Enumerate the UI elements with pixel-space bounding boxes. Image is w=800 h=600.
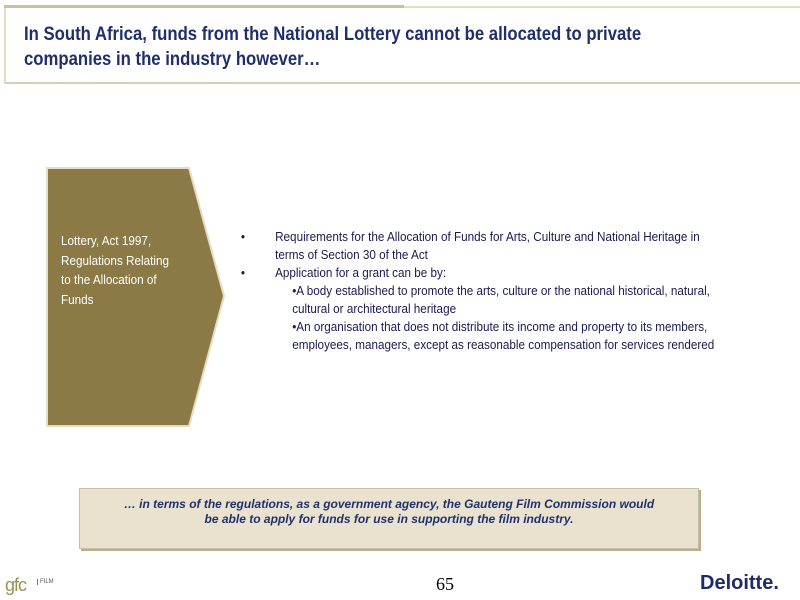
page-number: 65 bbox=[436, 574, 454, 594]
sub-bullet-2-line-1: •An organisation that does not distribute its income and property to its members, bbox=[292, 319, 708, 334]
gfc-logo-text: gfc bbox=[5, 575, 27, 595]
conclusion-line-1: … in terms of the regulations, as a government agency, the Gauteng Film Commission would bbox=[123, 497, 655, 511]
bullet-2-line: • Application for a grant can be by: bbox=[275, 265, 447, 280]
sub-bullet-organisation bbox=[240, 318, 726, 354]
sub-bullet-body bbox=[240, 282, 726, 318]
arrow-line-2: Regulations Relating bbox=[61, 252, 169, 268]
conclusion-box bbox=[79, 488, 699, 549]
bullet-requirements bbox=[240, 228, 726, 264]
deloitte-logo-text: Deloitte bbox=[700, 572, 774, 594]
arrow-line-1: Lottery, Act 1997, bbox=[61, 233, 152, 248]
title-line-1: In South Africa, funds from the National Lottery cannot be allocated to private bbox=[24, 24, 642, 45]
conclusion-text bbox=[80, 497, 698, 527]
deloitte-logo bbox=[700, 572, 779, 595]
bullet-application bbox=[240, 264, 726, 282]
deloitte-logo-dot: . bbox=[773, 572, 779, 594]
bullet-list bbox=[240, 228, 726, 354]
arrow-label bbox=[61, 231, 183, 309]
arrow-line-3: to the Allocation of bbox=[61, 272, 157, 287]
sub-bullet-1-line-1: •A body established to promote the arts, culture or the national historical, natural, bbox=[292, 283, 710, 298]
slide-title bbox=[24, 22, 675, 72]
sub-bullet-2-line-2: employees, managers, except as reasonable compensation for services rendered bbox=[292, 337, 715, 352]
title-line-2: companies in the industry however… bbox=[24, 49, 321, 70]
conclusion-line-2: be able to apply for funds for use in supporting the film industry. bbox=[204, 512, 574, 526]
gfc-logo bbox=[5, 576, 65, 596]
bullet-1-line-1: • Requirements for the Allocation of Funds for Arts, Culture and National Heritage in bbox=[275, 229, 700, 244]
title-accent-line bbox=[4, 5, 404, 8]
bullet-1-line-2: terms of Section 30 of the Act bbox=[275, 247, 428, 262]
arrow-line-4: Funds bbox=[61, 291, 94, 307]
sub-bullet-1-line-2: cultural or architectural heritage bbox=[292, 301, 457, 316]
gfc-film-text: FILM bbox=[37, 579, 54, 585]
